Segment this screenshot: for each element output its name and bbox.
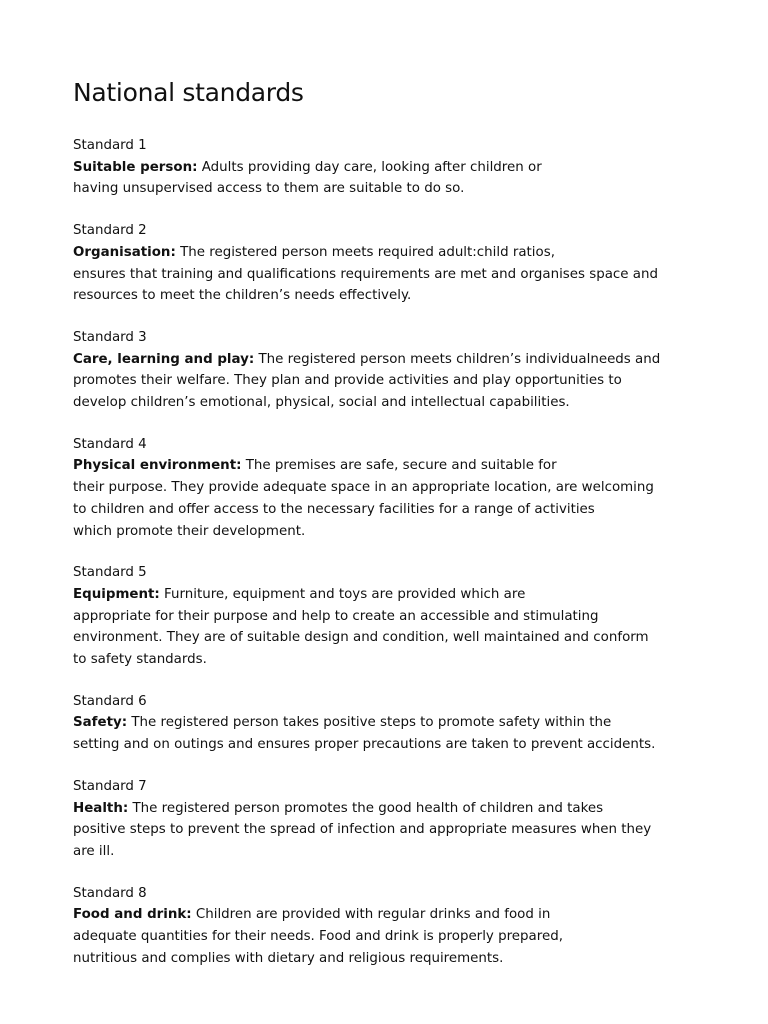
standard-label: Care, learning and play: [73, 351, 255, 367]
standard-text-line: resources to meet the children’s needs effectively. [73, 288, 412, 304]
standard-text-line: The registered person promotes the good health of children and takes [132, 800, 604, 816]
standard-heading: Standard 1 [73, 138, 147, 153]
standard-text-line: their purpose. They provide adequate space in an appropriate location, are welcoming [73, 480, 654, 496]
standard-description [73, 242, 723, 307]
standard-6 [73, 691, 723, 756]
standard-text-line: positive steps to prevent the spread of infection and appropriate measures when they [73, 822, 652, 838]
standard-heading: Standard 4 [73, 436, 147, 452]
standard-text-line: The registered person meets required adult:child ratios, [180, 244, 555, 260]
standard-text-line: adequate quantities for their needs. Food and drink is properly prepared, [73, 929, 563, 945]
standard-description [73, 455, 723, 542]
standard-1 [73, 135, 723, 200]
standard-text-line: The premises are safe, secure and suitable for [245, 458, 557, 474]
standard-8 [73, 883, 723, 970]
standard-heading: Standard 6 [73, 693, 147, 709]
document-title: National standards [73, 78, 304, 107]
standard-heading: Standard 2 [73, 223, 147, 239]
standard-7 [73, 776, 723, 863]
standard-text-line: are ill. [73, 843, 115, 859]
standard-label: Safety: [73, 715, 128, 731]
standard-heading: Standard 5 [73, 565, 147, 581]
standard-text-line: to safety standards. [73, 652, 207, 668]
standard-heading: Standard 3 [73, 329, 147, 345]
standard-label: Suitable person: [73, 159, 198, 175]
standard-description [73, 798, 723, 863]
standard-text-line: develop children’s emotional, physical, social and intellectual capabilities. [73, 395, 570, 411]
standard-label: Food and drink: [73, 907, 192, 923]
standard-text-line: having unsupervised access to them are suitable to do so. [73, 181, 465, 197]
standard-label: Equipment: [73, 586, 160, 602]
standard-text-line: appropriate for their purpose and help to create an accessible and stimulating [73, 608, 599, 624]
standard-label: Health: [73, 800, 129, 816]
standard-3 [73, 327, 723, 414]
standard-heading: Standard 8 [73, 885, 147, 901]
standard-text-line: ensures that training and qualifications requirements are met and organises space and [73, 266, 658, 282]
standard-4 [73, 434, 723, 543]
standard-text-line: to children and offer access to the necessary facilities for a range of activities [73, 501, 595, 517]
standard-heading: Standard 7 [73, 778, 147, 794]
standard-2 [73, 220, 723, 307]
standard-description [73, 904, 723, 969]
standard-text-line: The registered person meets children’s individualneeds and [258, 351, 661, 367]
standard-text-line: Adults providing day care, looking after children or [201, 159, 542, 175]
standard-text-line: nutritious and complies with dietary and religious requirements. [73, 950, 504, 966]
standard-text-line: environment. They are of suitable design and condition, well maintained and conform [73, 630, 649, 646]
standard-text-line: which promote their development. [73, 523, 306, 539]
standard-description [73, 349, 723, 414]
standard-text-line: setting and on outings and ensures proper precautions are taken to prevent accidents. [73, 737, 656, 753]
standard-text-line: The registered person takes positive steps to promote safety within the [131, 715, 612, 731]
standard-description [73, 584, 723, 671]
document-page [73, 78, 723, 990]
standard-text-line: promotes their welfare. They plan and provide activities and play opportunities to [73, 373, 622, 389]
standard-description [73, 712, 723, 755]
standard-text-line: Children are provided with regular drinks and food in [195, 907, 551, 923]
standard-description [73, 157, 723, 200]
standard-5 [73, 562, 723, 671]
standard-label: Organisation: [73, 244, 176, 260]
standard-text-line: Furniture, equipment and toys are provided which are [164, 586, 526, 602]
standard-label: Physical environment: [73, 458, 242, 474]
